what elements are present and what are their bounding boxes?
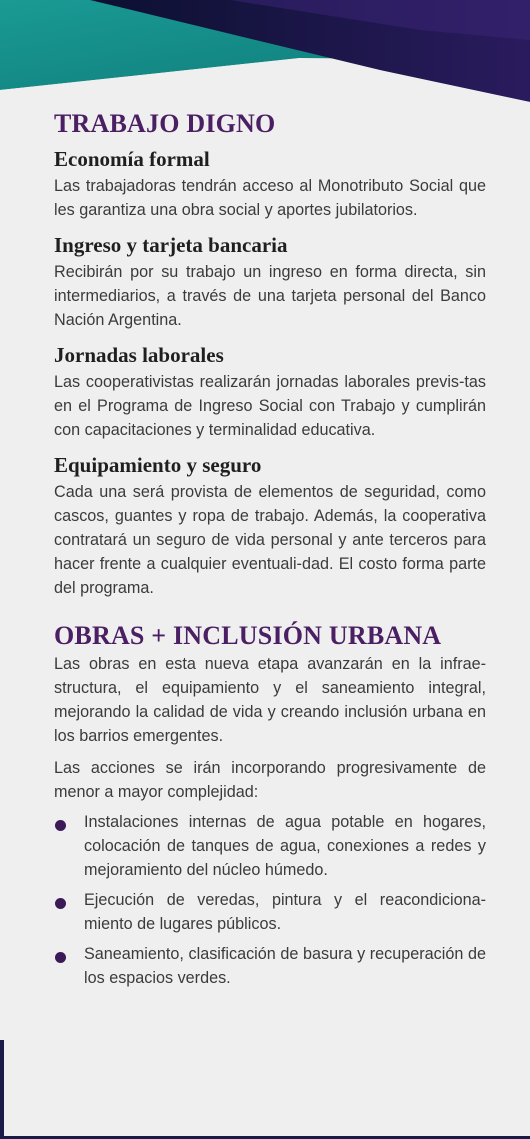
- main-content: [54, 108, 486, 990]
- block-economia-formal: [54, 146, 486, 222]
- subheading-ingreso-tarjeta: Ingreso y tarjeta bancaria: [54, 233, 288, 257]
- paragraph-obras-acciones: Las acciones se irán incorporando progresivamente de menor a mayor complejidad:: [54, 759, 486, 801]
- bullet-dot-icon: [55, 898, 66, 909]
- paragraph-obras-intro: Las obras en esta nueva etapa avanzarán en la infrae-structura, el equipamiento y el saneamiento integral, mejorando la calidad de vida y creando inclusión urbana en los barrios emergentes.: [54, 655, 486, 745]
- list-item: [54, 942, 486, 990]
- block-ingreso-tarjeta: [54, 232, 486, 332]
- obras-bullet-list: [54, 810, 486, 990]
- subheading-economia-formal: Economía formal: [54, 147, 210, 171]
- paragraph-equipamiento-seguro: Cada una será provista de elementos de seguridad, como cascos, guantes y ropa de trabajo. Además, la cooperativa contratará un seguro de vida personal y ante terceros para hacer frente a cualquier eventuali-dad. El costo forma parte del programa.: [54, 483, 486, 597]
- paragraph-ingreso-tarjeta: Recibirán por su trabajo un ingreso en forma directa, sin intermediarios, a través de una tarjeta personal del Banco Nación Argentina.: [54, 263, 486, 329]
- header-decorative-banner: [0, 0, 530, 110]
- list-item-text: Ejecución de veredas, pintura y el reacondiciona-miento de lugares públicos.: [84, 891, 486, 933]
- section-title-obras-inclusion: OBRAS + INCLUSIÓN URBANA: [54, 621, 442, 650]
- section-title-trabajo-digno: TRABAJO DIGNO: [54, 109, 276, 138]
- subheading-equipamiento-seguro: Equipamiento y seguro: [54, 453, 262, 477]
- left-edge-accent: [0, 1040, 4, 1139]
- list-item-text: Saneamiento, clasificación de basura y recuperación de los espacios verdes.: [84, 945, 486, 987]
- block-jornadas-laborales: [54, 342, 486, 442]
- list-item: [54, 888, 486, 936]
- bullet-dot-icon: [55, 952, 66, 963]
- subheading-jornadas-laborales: Jornadas laborales: [54, 343, 224, 367]
- list-item-text: Instalaciones internas de agua potable en hogares, colocación de tanques de agua, conexiones a redes y mejoramiento del núcleo húmedo.: [84, 813, 486, 879]
- list-item: [54, 810, 486, 882]
- block-equipamiento-seguro: [54, 452, 486, 600]
- paragraph-jornadas-laborales: Las cooperativistas realizarán jornadas laborales previs-tas en el Programa de Ingreso Social con Trabajo y cumplirán con capacitaciones y terminalidad educativa.: [54, 373, 486, 439]
- bullet-dot-icon: [55, 820, 66, 831]
- paragraph-economia-formal: Las trabajadoras tendrán acceso al Monotributo Social que les garantiza una obra social y aportes jubilatorios.: [54, 177, 486, 219]
